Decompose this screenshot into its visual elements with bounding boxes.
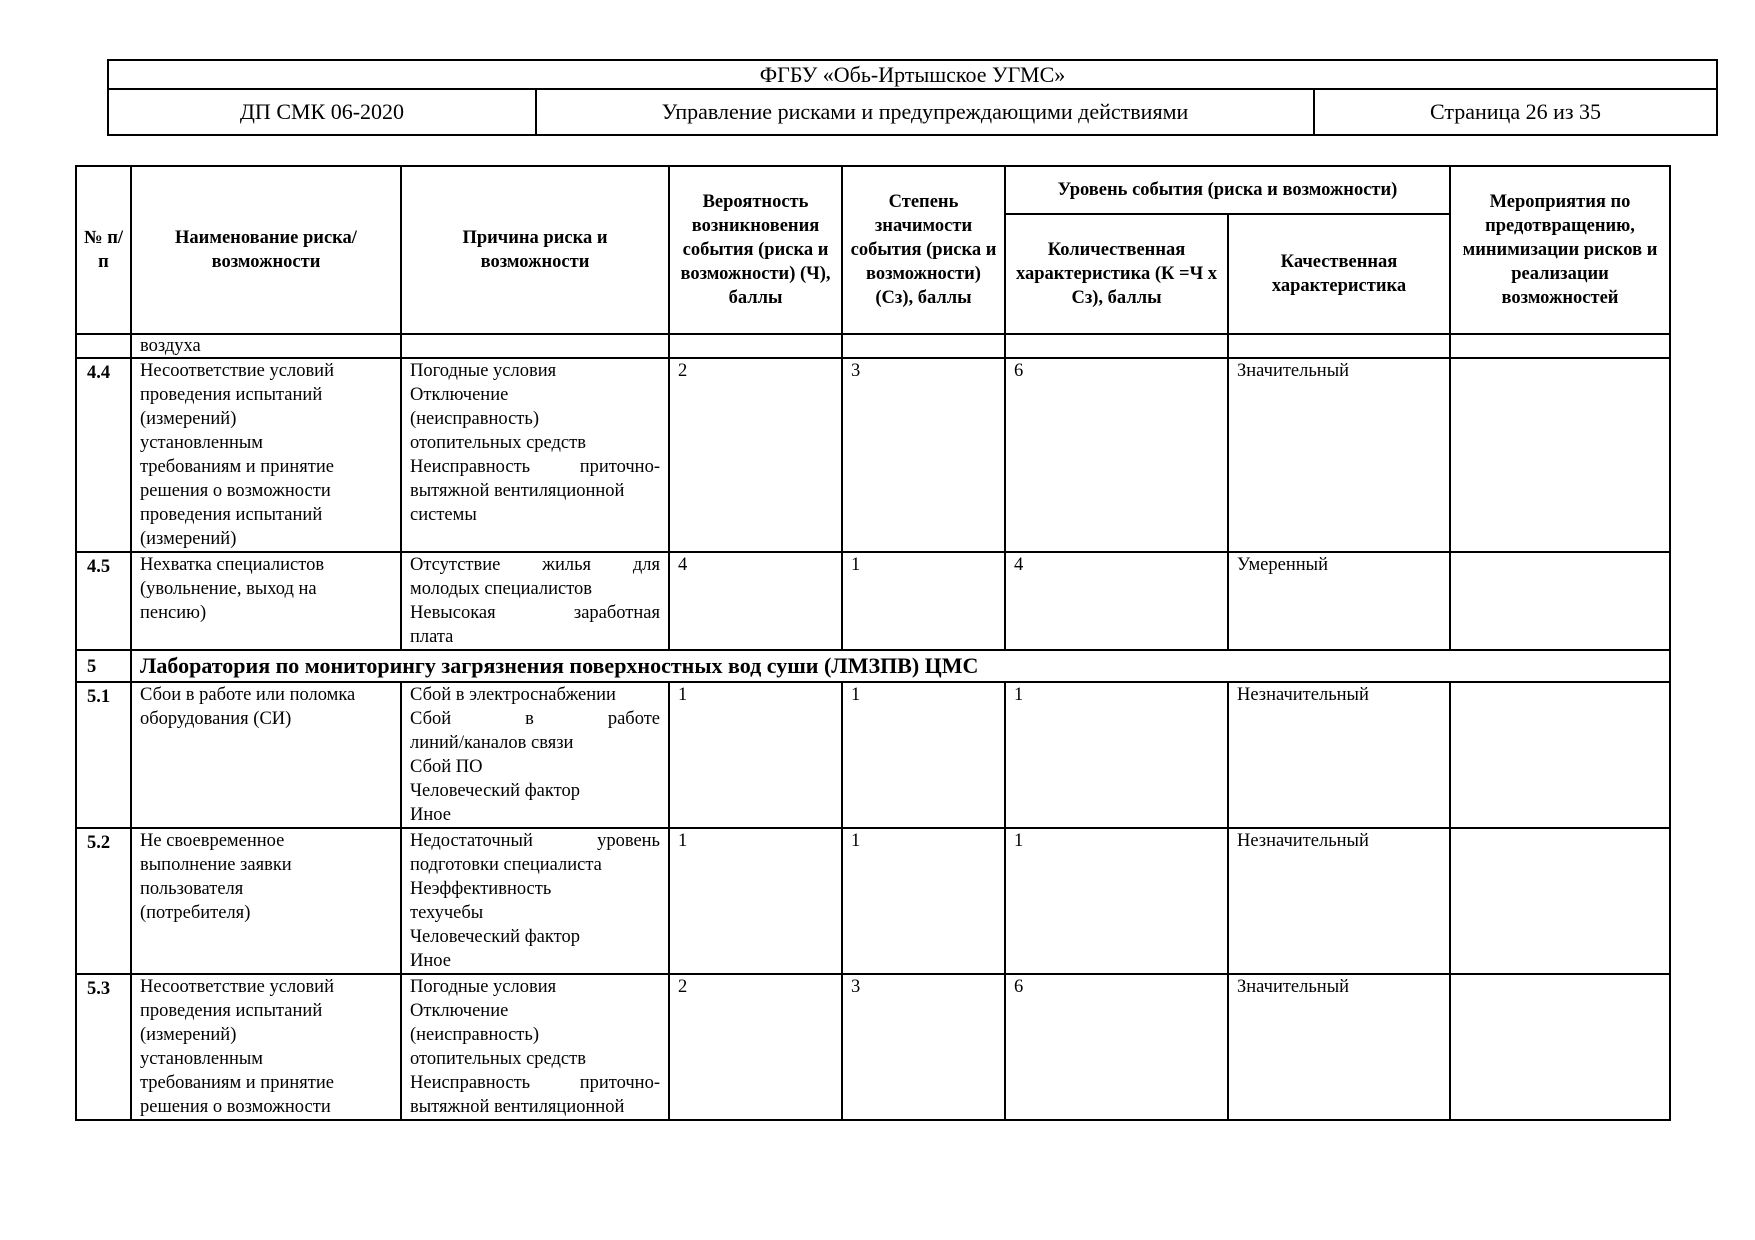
row-risk-name <box>131 974 401 1120</box>
name-line: Несоответствие условий <box>140 361 334 381</box>
row-quantitative: 6 <box>1005 358 1228 552</box>
section-num: 5 <box>76 650 131 682</box>
cause-line: Иное <box>410 951 451 971</box>
column-header-probability: Вероятность возникновения события (риска и возможности) (Ч), баллы <box>669 166 842 334</box>
row-significance: 1 <box>842 828 1005 974</box>
row-measures <box>1450 334 1670 358</box>
column-header-level-group: Уровень события (риска и возможности) <box>1005 166 1450 214</box>
risk-table <box>75 165 1671 1121</box>
cause-line: молодых специалистов <box>410 579 593 599</box>
row-cause <box>401 974 669 1120</box>
cause-line: Неисправность приточно- <box>410 1073 660 1093</box>
cause-line: Невысокая заработная <box>410 603 660 623</box>
name-line: Нехватка специалистов <box>140 555 325 575</box>
row-risk-name <box>131 682 401 828</box>
cause-line: (неисправность) <box>410 1025 539 1045</box>
cause-line: Погодные условия <box>410 361 557 381</box>
table-row <box>76 334 1670 358</box>
row-probability <box>669 334 842 358</box>
row-risk-name <box>131 828 401 974</box>
cause-line: Отключение <box>410 385 509 405</box>
row-qualitative <box>1228 334 1450 358</box>
name-line: требованиям и принятие <box>140 457 334 477</box>
table-row <box>76 682 1670 828</box>
row-probability: 4 <box>669 552 842 650</box>
row-cause <box>401 334 669 358</box>
row-probability: 1 <box>669 682 842 828</box>
row-qualitative: Значительный <box>1228 358 1450 552</box>
row-probability: 2 <box>669 358 842 552</box>
row-num: 5.2 <box>76 828 131 974</box>
name-line: Не своевременное <box>140 831 285 851</box>
name-line: (измерений) <box>140 529 237 549</box>
name-line: требованиям и принятие <box>140 1073 334 1093</box>
table-row <box>76 828 1670 974</box>
column-header-measures: Мероприятия по предотвращению, минимизации рисков и реализации возможностей <box>1450 166 1670 334</box>
cause-line: линий/каналов связи <box>410 733 574 753</box>
row-measures <box>1450 552 1670 650</box>
name-line: (измерений) <box>140 409 237 429</box>
row-num <box>76 334 131 358</box>
name-line: Сбои в работе или поломка <box>140 685 356 705</box>
row-num: 5.1 <box>76 682 131 828</box>
row-measures <box>1450 682 1670 828</box>
row-risk-name: воздуха <box>131 334 401 358</box>
cause-line: отопительных средств <box>410 1049 586 1069</box>
name-line: пенсию) <box>140 603 207 623</box>
cause-line: Отключение <box>410 1001 509 1021</box>
row-num: 4.4 <box>76 358 131 552</box>
name-line: (измерений) <box>140 1025 237 1045</box>
row-measures <box>1450 828 1670 974</box>
row-risk-name <box>131 552 401 650</box>
cause-line: Неэффективность <box>410 879 552 899</box>
row-num: 4.5 <box>76 552 131 650</box>
table-row <box>76 552 1670 650</box>
cause-line: вытяжной вентиляционной <box>410 481 625 501</box>
cause-line: Сбой в электроснабжении <box>410 685 616 705</box>
cause-line: Отсутствие жилья для <box>410 555 660 575</box>
cause-line: плата <box>410 627 454 647</box>
row-cause <box>401 552 669 650</box>
row-quantitative: 4 <box>1005 552 1228 650</box>
name-line: установленным <box>140 433 264 453</box>
name-line: выполнение заявки <box>140 855 292 875</box>
cause-line: Неисправность приточно- <box>410 457 660 477</box>
cause-line: Погодные условия <box>410 977 557 997</box>
cause-line: Сбой в работе <box>410 709 660 729</box>
row-cause <box>401 828 669 974</box>
row-quantitative: 1 <box>1005 828 1228 974</box>
name-line: Несоответствие условий <box>140 977 334 997</box>
name-line: (потребителя) <box>140 903 251 923</box>
row-quantitative: 6 <box>1005 974 1228 1120</box>
row-probability: 1 <box>669 828 842 974</box>
row-num: 5.3 <box>76 974 131 1120</box>
column-header-qualitative: Качественная характеристика <box>1228 214 1450 334</box>
row-quantitative: 1 <box>1005 682 1228 828</box>
name-line: (увольнение, выход на <box>140 579 317 599</box>
row-risk-name <box>131 358 401 552</box>
row-qualitative: Незначительный <box>1228 682 1450 828</box>
cause-line: техучебы <box>410 903 484 923</box>
name-line: решения о возможности <box>140 1097 331 1117</box>
column-header-quantitative: Количественная характеристика (К =Ч х Сз), баллы <box>1005 214 1228 334</box>
table-row <box>76 974 1670 1120</box>
document-title: Управление рисками и предупреждающими действиями <box>536 89 1314 135</box>
section-row <box>76 650 1670 682</box>
row-cause <box>401 682 669 828</box>
column-header-significance: Степень значимости события (риска и возможности) (Сз), баллы <box>842 166 1005 334</box>
name-line: пользователя <box>140 879 244 899</box>
cause-line: (неисправность) <box>410 409 539 429</box>
cause-line: подготовки специалиста <box>410 855 602 875</box>
row-qualitative: Значительный <box>1228 974 1450 1120</box>
cause-line: Человеческий фактор <box>410 781 580 801</box>
row-quantitative <box>1005 334 1228 358</box>
cause-line: системы <box>410 505 477 525</box>
row-qualitative: Умеренный <box>1228 552 1450 650</box>
row-cause <box>401 358 669 552</box>
cause-line: Сбой ПО <box>410 757 483 777</box>
name-line: проведения испытаний <box>140 385 323 405</box>
row-measures <box>1450 358 1670 552</box>
cause-line: Иное <box>410 805 451 825</box>
column-header-name: Наименование риска/возможности <box>131 166 401 334</box>
row-significance: 3 <box>842 974 1005 1120</box>
cause-line: Недостаточный уровень <box>410 831 660 851</box>
column-header-num: № п/п <box>76 166 131 334</box>
table-row <box>76 358 1670 552</box>
cause-line: отопительных средств <box>410 433 586 453</box>
row-significance: 1 <box>842 682 1005 828</box>
page-number: Страница 26 из 35 <box>1314 89 1717 135</box>
row-probability: 2 <box>669 974 842 1120</box>
row-significance: 3 <box>842 358 1005 552</box>
row-significance <box>842 334 1005 358</box>
row-qualitative: Незначительный <box>1228 828 1450 974</box>
name-line: проведения испытаний <box>140 505 323 525</box>
name-line: оборудования (СИ) <box>140 709 292 729</box>
organization-name: ФГБУ «Обь-Иртышское УГМС» <box>108 60 1717 89</box>
row-significance: 1 <box>842 552 1005 650</box>
document-header <box>107 59 1718 136</box>
section-title: Лаборатория по мониторингу загрязнения поверхностных вод суши (ЛМЗПВ) ЦМС <box>131 650 1670 682</box>
column-header-cause: Причина риска и возможности <box>401 166 669 334</box>
cause-line: вытяжной вентиляционной <box>410 1097 625 1117</box>
cause-line: Человеческий фактор <box>410 927 580 947</box>
name-line: установленным <box>140 1049 264 1069</box>
name-line: решения о возможности <box>140 481 331 501</box>
name-line: проведения испытаний <box>140 1001 323 1021</box>
row-measures <box>1450 974 1670 1120</box>
document-code: ДП СМК 06-2020 <box>108 89 536 135</box>
